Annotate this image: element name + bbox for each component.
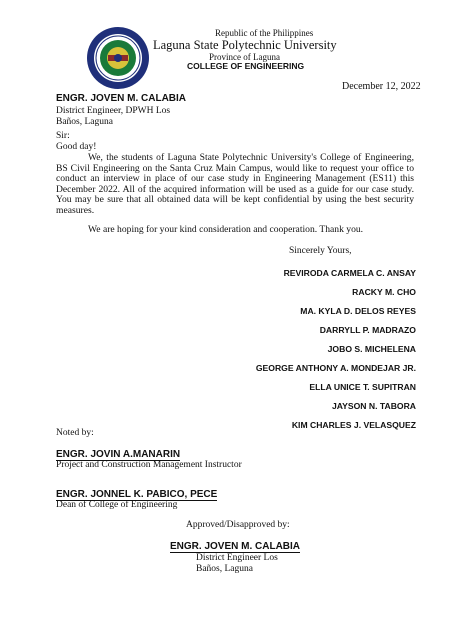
signatory-name: MA. KYLA D. DELOS REYES: [300, 306, 416, 316]
recipient-name: ENGR. JOVEN M. CALABIA: [56, 93, 187, 104]
body-paragraph-1: We, the students of Laguna State Polytechnic University's College of Engineering, BS Civil Engineering on the Santa Cruz Main Campus, would like to request your office to conduct an interview in place of our case study in Engineering Management (ES11) this December 2022. All of the acquired information will be used as a guide for our case study. You may be sure that all obtained data will be kept confidential by using the best security measures.: [56, 152, 414, 216]
letterhead-province: Province of Laguna: [209, 52, 280, 62]
signatory-name: JOBO S. MICHELENA: [327, 344, 416, 354]
letterhead-college: COLLEGE OF ENGINEERING: [187, 61, 305, 71]
approver-title: District Engineer Los: [196, 553, 278, 563]
signatory-name: JAYSON N. TABORA: [331, 401, 416, 411]
signatory-name: RACKY M. CHO: [352, 287, 416, 297]
recipient-location: Baños, Laguna: [56, 117, 113, 127]
letterhead-university: Laguna State Polytechnic University: [153, 38, 337, 52]
signatory-name: REVIRODA CARMELA C. ANSAY: [283, 268, 416, 278]
signatory-name: ELLA UNICE T. SUPITRAN: [309, 382, 416, 392]
recipient-title: District Engineer, DPWH Los: [56, 106, 171, 116]
letterhead-republic: Republic of the Philippines: [215, 28, 314, 38]
signatory-name: GEORGE ANTHONY A. MONDEJAR JR.: [255, 363, 416, 373]
body-paragraph-2: We are hoping for your kind consideration and cooperation. Thank you.: [88, 224, 364, 235]
approver-location: Baños, Laguna: [196, 564, 253, 574]
greeting: Good day!: [56, 142, 97, 152]
signatory-name: KIM CHARLES J. VELASQUEZ: [291, 420, 416, 430]
closing: Sincerely Yours,: [289, 246, 352, 256]
university-seal-icon: [86, 26, 150, 90]
noted-person1-name: ENGR. JOVIN A.MANARIN: [56, 449, 181, 460]
noted-person2-name: ENGR. JONNEL K. PABICO, PECE: [56, 489, 218, 500]
salutation: Sir:: [56, 131, 70, 141]
noted-person2-title: Dean of College of Engineering: [56, 500, 178, 510]
approval-label: Approved/Disapproved by:: [186, 520, 290, 530]
noted-person1-title: Project and Construction Management Instructor: [56, 460, 242, 470]
letter-date: December 12, 2022: [342, 81, 421, 92]
signatory-name: DARRYLL P. MADRAZO: [319, 325, 416, 335]
approver-name: ENGR. JOVEN M. CALABIA: [170, 541, 301, 552]
noted-label: Noted by:: [56, 428, 94, 438]
